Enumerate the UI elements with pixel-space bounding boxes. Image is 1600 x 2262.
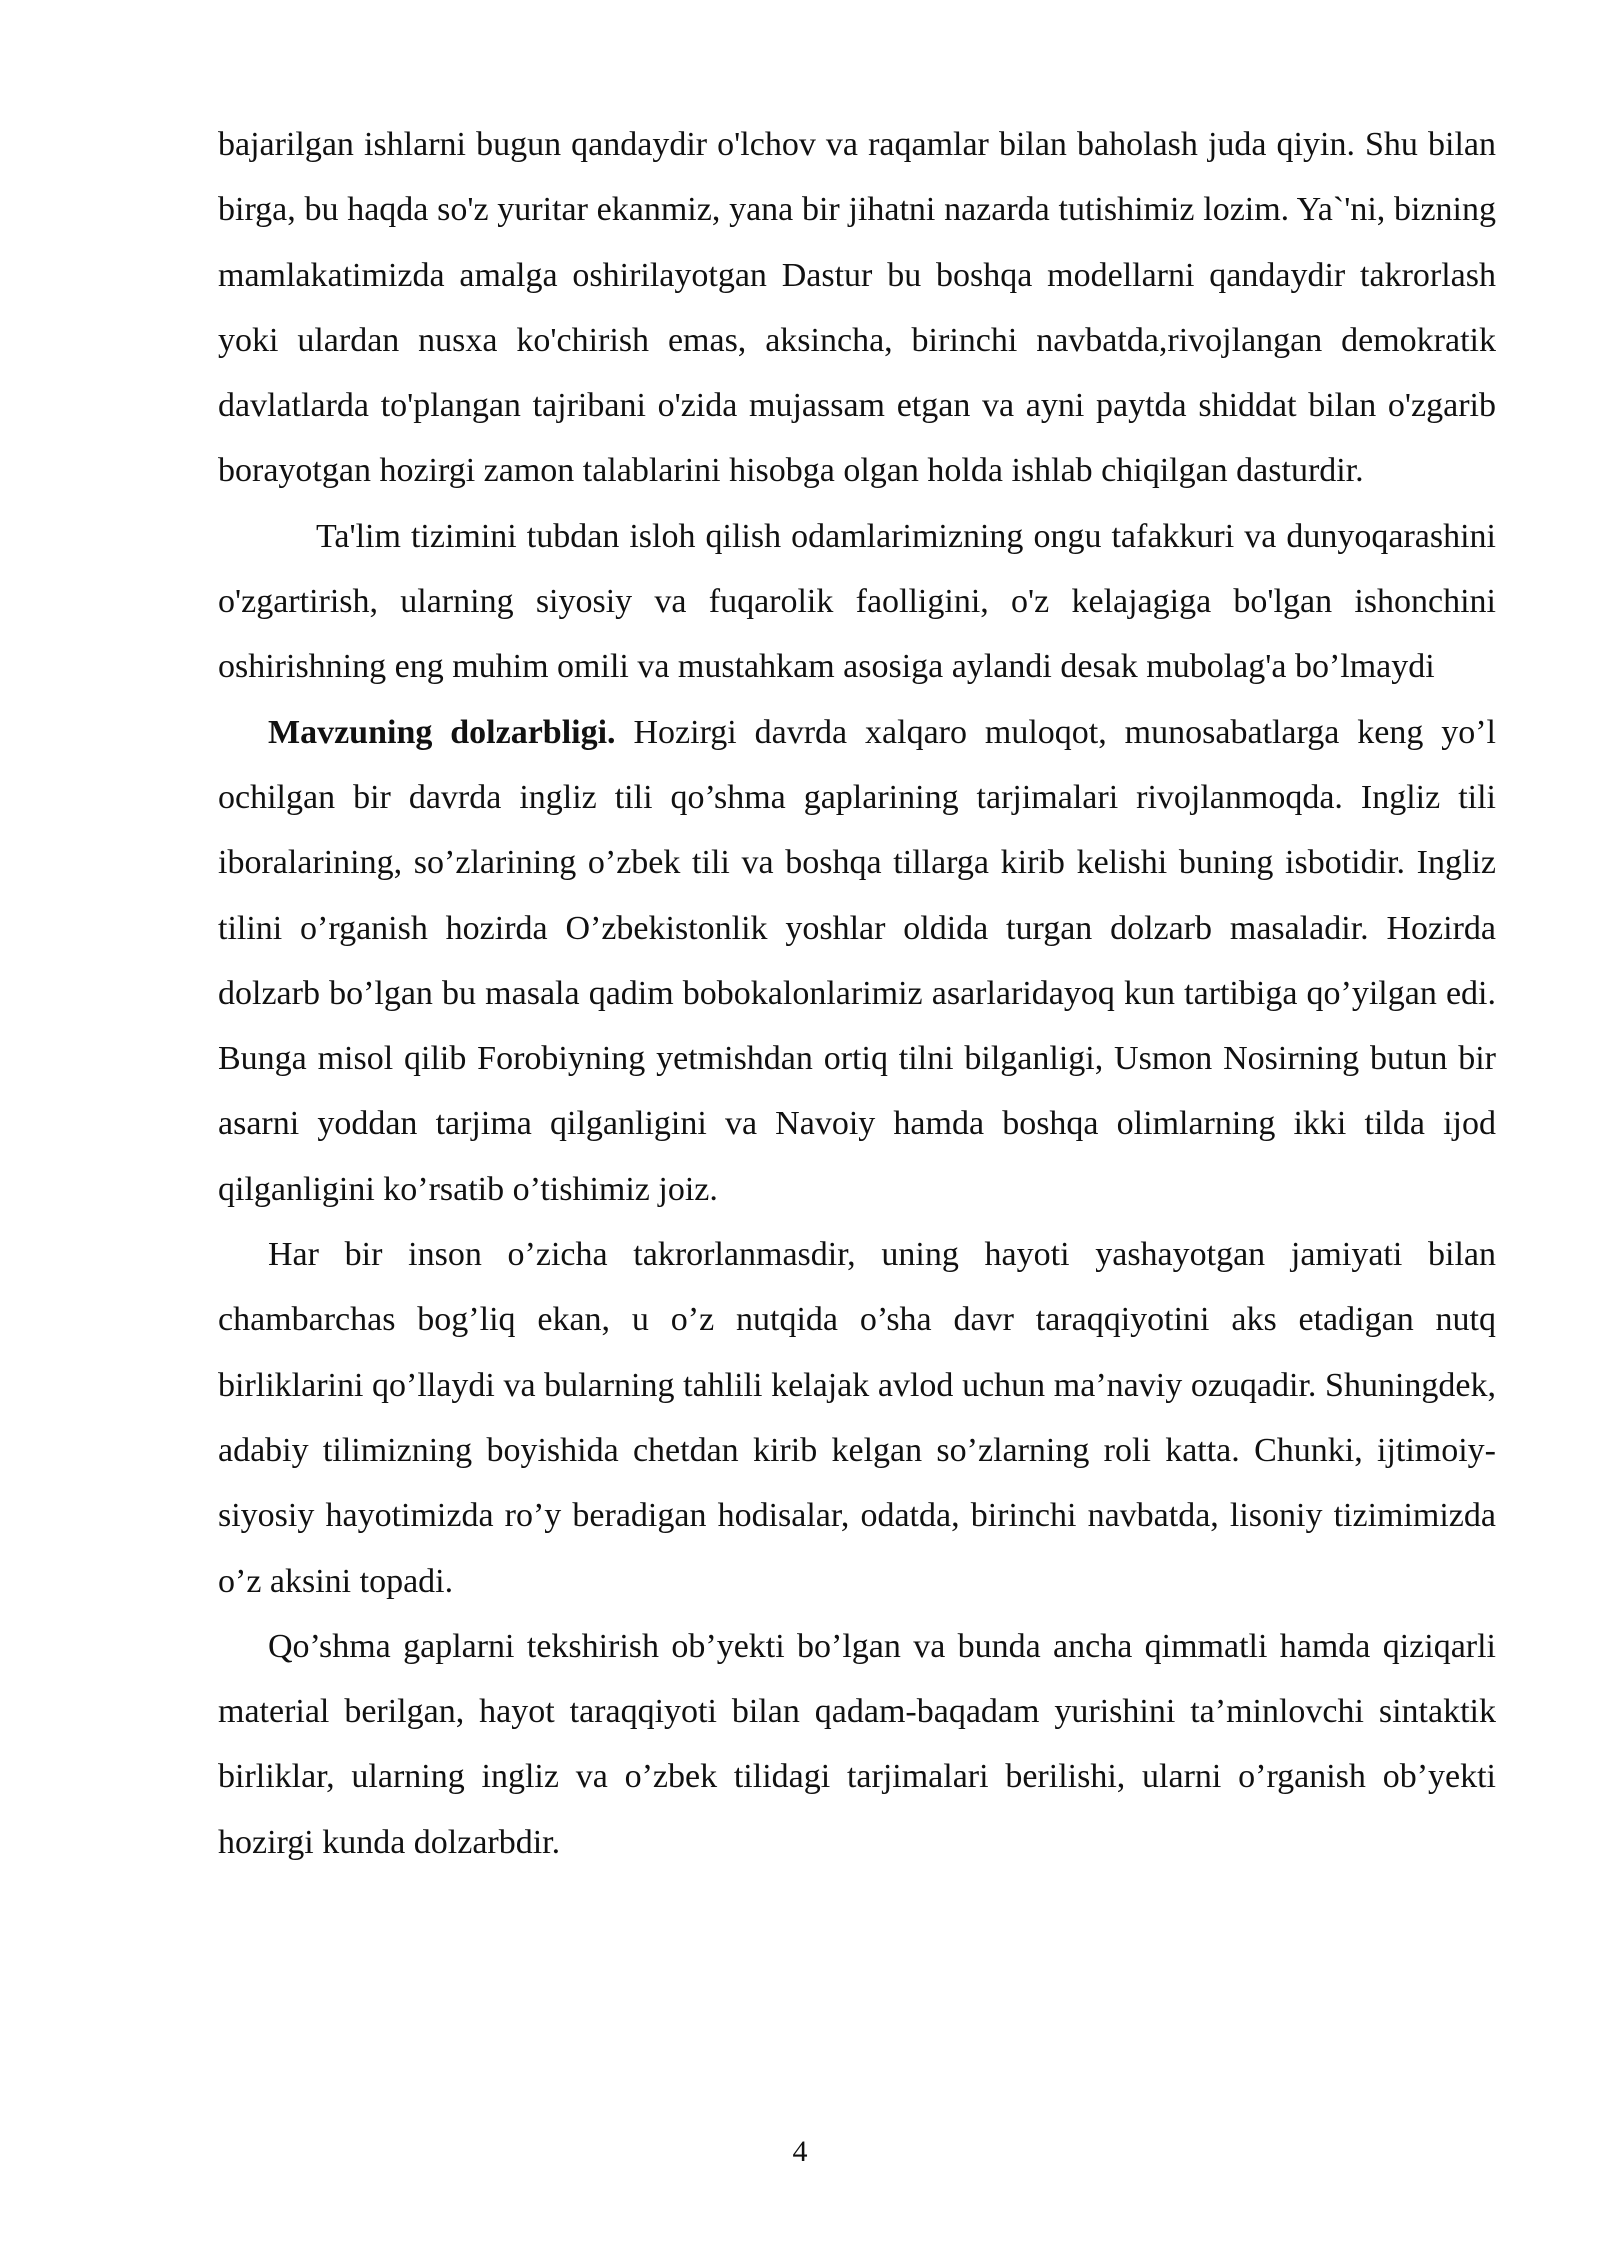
paragraph-talim [218, 504, 1496, 700]
paragraph-mavzuning-dolzarbligi [218, 700, 1496, 1222]
page-number: 4 [792, 2135, 808, 2168]
paragraph-text: Ta'lim tizimini tubdan isloh qilish odamlarimizning ongu tafakkuri va dunyoqarashini o'zgartirish, ularning siyosiy va fuqarolik faolligini, o'z kelajagiga bo'lgan ishonchini oshirishning eng muhim omili va mustahkam asosiga aylandi desak mubolag'a bo’lmaydi [218, 517, 1496, 686]
paragraph-qoshma-gaplar [218, 1614, 1496, 1875]
section-lead-heading: Mavzuning dolzarbligi. [268, 713, 616, 751]
paragraph-text: Har bir inson o’zicha takrorlanmasdir, uning hayoti yashayotgan jamiyati bilan chambarchas bog’liq ekan, u o’z nutqida o’sha davr taraqqiyotini aks etadigan nutq birliklarini qo’llaydi va bularning tahlili kelajak avlod uchun ma’naviy ozuqadir. Shuningdek, adabiy tilimizning boyishida chetdan kirib kelgan so’zlarning roli katta. Chunki, ijtimoiy-siyosiy hayotimizda ro’y beradigan hodisalar, odatda, birinchi navbatda, lisoniy tizimimizda o’z aksini topadi. [218, 1236, 1496, 1600]
document-body [218, 112, 1496, 1875]
paragraph-dastur [218, 112, 1496, 504]
paragraph-text: Hozirgi davrda xalqaro muloqot, munosabatlarga keng yo’l ochilgan bir davrda ingliz tili qo’shma gaplarining tarjimalari rivojlanmoqda. Ingliz tili iboralarining, so’zlarining o’zbek tili va boshqa tillarga kirib kelishi buning isbotidir. Ingliz tilini o’rganish hozirda O’zbekistonlik yoshlar oldida turgan dolzarb masaladir. Hozirda dolzarb bo’lgan bu masala qadim bobokalonlarimiz asarlaridayoq kun tartibiga qo’yilgan edi. Bunga misol qilib Forobiyning yetmishdan ortiq tilni bilganligi, Usmon Nosirning butun bir asarni yoddan tarjima qilganligini va Navoiy hamda boshqa olimlarning ikki tilda ijod qilganligini ko’rsatib o’tishimiz joiz. [218, 713, 1496, 1208]
paragraph-har-bir-inson [218, 1222, 1496, 1614]
paragraph-text: Qo’shma gaplarni tekshirish ob’yekti bo’lgan va bunda ancha qimmatli hamda qiziqarli material berilgan, hayot taraqqiyoti bilan qadam-baqadam yurishini ta’minlovchi sintaktik birliklar, ularning ingliz va o’zbek tilidagi tarjimalari berilishi, ularni o’rganish ob’yekti hozirgi kunda dolzarbdir. [218, 1627, 1496, 1861]
paragraph-text: bajarilgan ishlarni bugun qandaydir o'lchov va raqamlar bilan baholash juda qiyin. Shu bilan birga, bu haqda so'z yuritar ekanmiz, yana bir jihatni nazarda tutishimiz lozim. Ya`'ni, bizning mamlakatimizda amalga oshirilayotgan Dastur bu boshqa modellarni qandaydir takrorlash yoki ulardan nusxa ko'chirish emas, aksincha, birinchi navbatda,rivojlangan demokratik davlatlarda to'plangan tajribani o'zida mujassam etgan va ayni paytda shiddat bilan o'zgarib borayotgan hozirgi zamon talablarini hisobga olgan holda ishlab chiqilgan dasturdir. [218, 126, 1496, 490]
